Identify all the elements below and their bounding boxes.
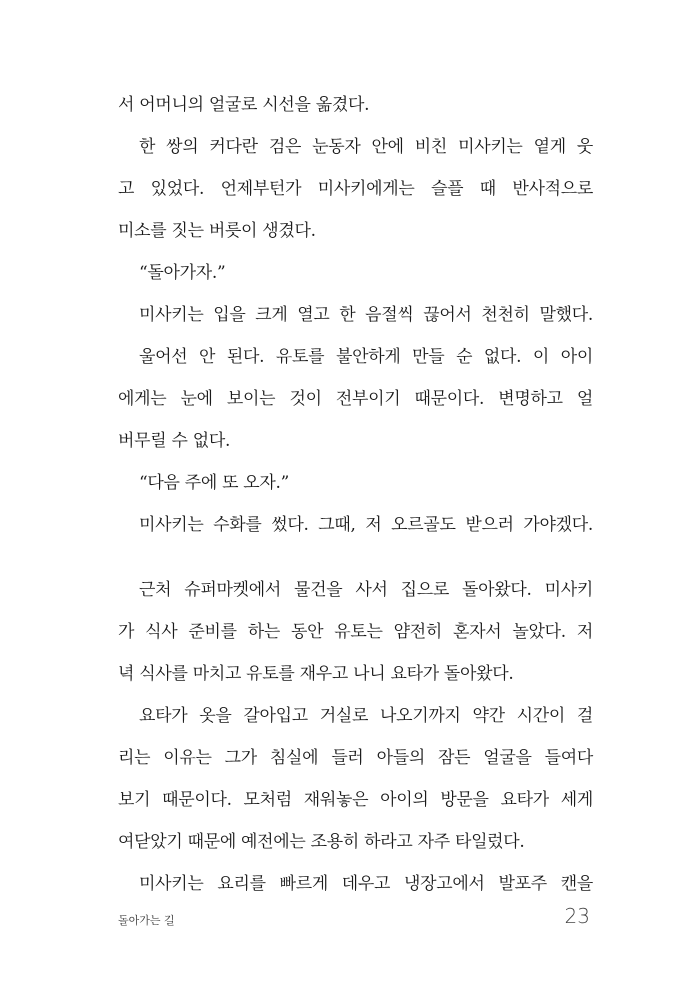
text-line: 여닫았기 때문에 예전에는 조용히 하라고 자주 타일렀다. (118, 832, 525, 852)
text-line: 미사키는 요리를 빠르게 데우고 냉장고에서 발포주 캔을 (139, 874, 593, 894)
text-line: 울어선 안 된다. 유토를 불안하게 만들 순 없다. 이 아이 (139, 347, 593, 367)
text-line: 미사키는 입을 크게 열고 한 음절씩 끊어서 천천히 말했다. (139, 305, 593, 325)
text-line: 요타가 옷을 갈아입고 거실로 나오기까지 약간 시간이 걸 (139, 706, 593, 726)
text-line: 버무릴 수 없다. (118, 431, 231, 451)
text-line: 보기 때문이다. 모처럼 재워놓은 아이의 방문을 요타가 세게 (118, 790, 593, 810)
page-number: 23 (564, 904, 590, 928)
text-line: 미소를 짓는 버릇이 생겼다. (118, 221, 316, 241)
text-line: 미사키는 수화를 썼다. 그때, 저 오르골도 받으러 가야겠다. (139, 515, 593, 535)
text-line: 근처 슈퍼마켓에서 물건을 사서 집으로 돌아왔다. 미사키 (139, 580, 593, 600)
running-footer-title: 돌아가는 길 (118, 914, 175, 927)
text-line: 서 어머니의 얼굴로 시선을 옮겼다. (118, 95, 370, 115)
text-line: 에게는 눈에 보이는 것이 전부이기 때문이다. 변명하고 얼 (118, 389, 593, 409)
text-line: “다음 주에 또 오자.” (139, 473, 290, 493)
text-line: “돌아가자.” (139, 263, 226, 283)
text-line: 녁 식사를 마치고 유토를 재우고 나니 요타가 돌아왔다. (118, 664, 514, 684)
text-line: 가 식사 준비를 하는 동안 유토는 얌전히 혼자서 놀았다. 저 (118, 622, 593, 642)
text-line: 리는 이유는 그가 침실에 들러 아들의 잠든 얼굴을 들여다 (118, 748, 593, 768)
text-line: 고 있었다. 언제부턴가 미사키에게는 슬플 때 반사적으로 (118, 179, 593, 199)
text-line: 한 쌍의 커다란 검은 눈동자 안에 비친 미사키는 옅게 웃 (139, 137, 593, 157)
